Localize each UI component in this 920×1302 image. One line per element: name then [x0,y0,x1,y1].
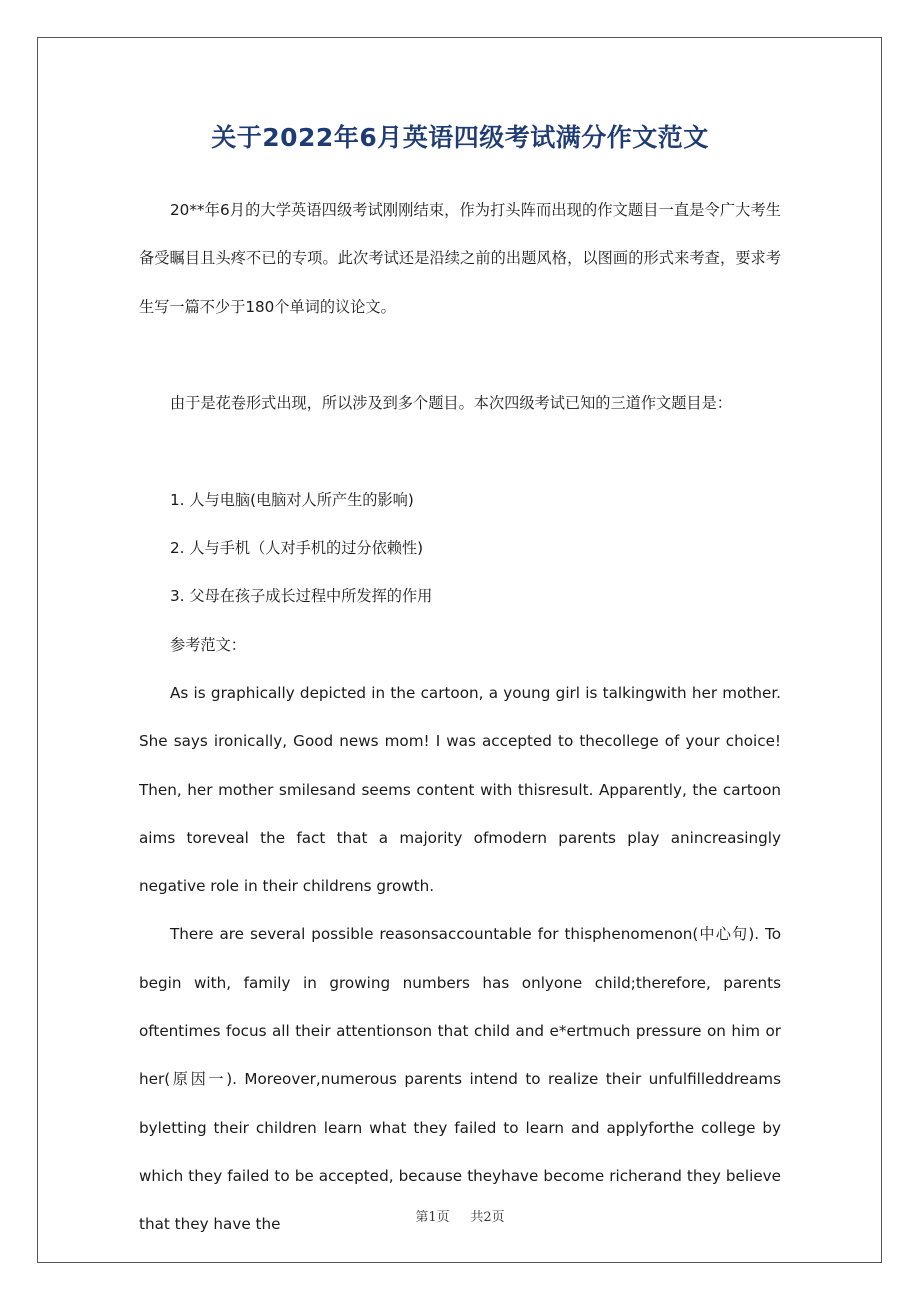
topics-lead-paragraph: 由于是花卷形式出现，所以涉及到多个题目。本次四级考试已知的三道作文题目是： [170,394,732,413]
spacer [139,427,781,475]
document-body [139,186,781,1249]
essay-paragraph-2: There are several possible reasonsaccountable for thisphenomenon(中心句). To begin with, family in growing numbers has onlyone child;therefore, parents oftentimes focus all their attentionson that child and e*ertmuch pressure on him or her(原因一). Moreover,numerous parents intend to realize their unfulfilleddreams byletting their children learn what they failed to learn and applyforthe college by which they failed to be accepted, because theyhave become richerand they believe that they have the [139,925,781,1234]
topic-item-2: 2. 人与手机（人对手机的过分依赖性) [170,539,424,558]
spacer [139,331,781,379]
topic-item-3: 3. 父母在孩子成长过程中所发挥的作用 [170,587,433,606]
intro-paragraph: 20**年6月的大学英语四级考试刚刚结束，作为打头阵而出现的作文题目一直是令广大考生备受瞩目且头疼不已的专项。此次考试还是沿续之前的出题风格，以图画的形式来考查，要求考生写一篇不少于180个单词的议论文。 [139,201,781,316]
document-title: 关于2022年6月英语四级考试满分作文范文 [211,123,709,152]
topic-item-1: 1. 人与电脑(电脑对人所产生的影响) [170,490,414,509]
sample-essay-label: 参考范文： [170,635,246,654]
page-total: 共2页 [470,1210,505,1225]
page-number: 第1页 [415,1210,450,1225]
page-footer [0,1206,920,1225]
essay-paragraph-1: As is graphically depicted in the cartoon, a young girl is talkingwith her mother. She says ironically, Good news mom! I was accepted to thecollege of your choice! Then, her mother smilesand seems content with thisresult. Apparently, the cartoon aims toreveal the fact that a majority ofmodern parents play anincreasingly negative role in their childrens growth. [139,683,781,896]
